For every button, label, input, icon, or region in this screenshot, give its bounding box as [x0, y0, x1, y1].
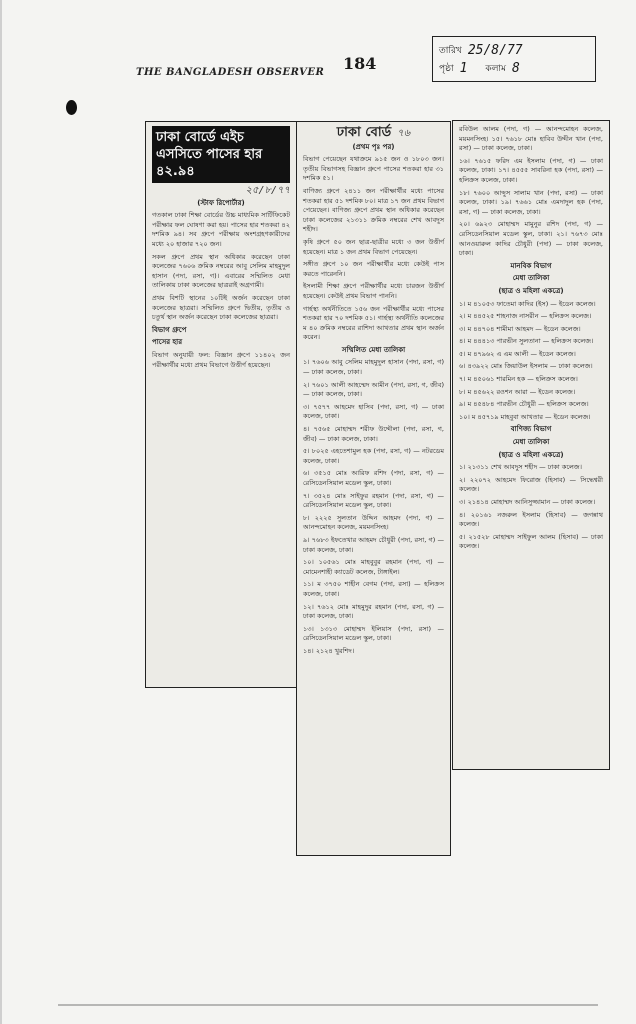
- middle-list-item: ৪। ৭৫৬৫ মোহাম্মদ শরীফ উদ্দৌলা (পদা, রসা, গ, জীব) — ঢাকা কলেজ, ঢাকা।: [303, 425, 444, 443]
- middle-list-item: ৫। ৮০২৫ এহতেশামুল হক (পদা, রসা, গ) — নটরডেম কলেজ, ঢাকা।: [303, 447, 444, 465]
- right-section1-item: ৪। ম ৪৪৪১৩ পারভীন সুলতানা — হলিক্রস কলেজ।: [459, 337, 594, 346]
- right-section1-subtitle: মেধা তালিকা: [512, 274, 550, 283]
- left-section-head-1: বিভাগ গ্রুপে: [152, 325, 187, 334]
- right-section2-title: বাণিজ্য বিভাগ: [510, 425, 552, 434]
- right-section1-item: ৩। ম ৪৪৭০৪ শামীমা আহমদ — ইডেন কলেজ।: [459, 324, 581, 333]
- right-paragraph-2: ১৬। ৭৬১৫ ফরিদ এম ইসলাম (পদা, গ) — ঢাকা কলেজ, ঢাকা। ১৭। ৪৫৫৫ সাবরিনা হক (পদা, রসা) — হলিক্রস কলেজ, ঢাকা।: [459, 156, 603, 184]
- right-section1-item: ১। ম ৪১০৫৩ ফাতেমা কাদির (ইস) — ইডেন কলেজ।: [459, 299, 596, 308]
- middle-paragraph-2: বাণিজ্য গ্রুপে ২৪১১ জন পরীক্ষার্থীর মধ্যে পাসের শতকরা হার ৫১ দশমিক ৮০। মাত্র ১৭ জন প্রথম বিভাগ পেয়েছেন। বাণিজ্য গ্রুপে প্রথম স্থান অধিকার করেছেন ঢাকা কলেজের ২১৩১১ ক্রমিক নম্বরের শেখ আবদুস শহীদ।: [303, 186, 444, 234]
- middle-handnote: ৭৬: [397, 128, 411, 139]
- clipping-left: [145, 121, 297, 688]
- right-section1-item: ৬। ৪৩৯২২ মোঃ জিয়াউল ইসলাম — ঢাকা কলেজ।: [459, 362, 593, 371]
- left-handnote: ২৫/৮/৭৭: [245, 185, 290, 196]
- right-section2-item: ১। ২১৩১১ শেখ আবদুস শহীদ — ঢাকা কলেজ।: [459, 463, 582, 472]
- left-paragraph-2: সকল গ্রুপে প্রথম স্থান অধিকার করেছেন ঢাকা কলেজের ৭৬০৬ ক্রমিক নম্বরের আবু সেলিম মাহমুদুল হাসান (পদা, রসা, গ)। এবারের সম্মিলিত মেধা তালিকায় ঢাকা কলেজের ছাত্ররাই অগ্রগামী।: [152, 252, 290, 290]
- middle-list-item: ৮। ২২২৫ সুলতান উদ্দিন আহমদ (পদা, গ) — আনন্দমোহন কলেজ, ময়মনসিংহ।: [303, 513, 444, 532]
- middle-list-item: ৩। ৭৫৭৭ আহমেদ হাসিব (পদা, রসা, গ) — ঢাকা কলেজ, ঢাকা।: [303, 402, 444, 421]
- publication-title: THE BANGLADESH OBSERVER: [136, 67, 325, 78]
- middle-list-title: সম্মিলিত মেধা তালিকা: [341, 345, 406, 354]
- middle-list-item: ৯। ৭৬৮৩ ইফতেখার আহমদ চৌধুরী (পদা, রসা, গ) — ঢাকা কলেজ, ঢাকা।: [303, 535, 444, 554]
- bottom-scratch-mark: [58, 1004, 598, 1006]
- stamp-page-value: 1: [459, 60, 468, 76]
- right-section2-item: ৪। ২০১৬১ নজরুল ইসলাম (হিসাব) — জগন্নাথ কলেজ।: [459, 510, 603, 529]
- stamp-page-row: [439, 59, 589, 77]
- right-section1-item: ৯। ম ৪৫৪৮৪ পারভীন চৌধুরী — হলিক্রস কলেজ।: [459, 400, 589, 409]
- archive-stamp: [432, 36, 596, 82]
- middle-paragraph-5: ইসলামী শিক্ষা গ্রুপে পরীক্ষার্থীর মধ্যে চারজন উত্তীর্ণ হয়েছেন। কেউই প্রথম বিভাগ পাননি।: [303, 282, 444, 300]
- middle-subline: (প্রথম পৃঃ পর): [352, 142, 395, 151]
- middle-list-item: ২। ৭৬০১ আলী আহম্মেদ আমীন (পদা, রসা, গ, জীব) — ঢাকা কলেজ, ঢাকা।: [303, 380, 444, 399]
- right-section2-subtitle: মেধা তালিকা: [512, 438, 550, 447]
- left-paragraph-1: গতকাল ঢাকা শিক্ষা বোর্ডের উচ্চ মাধ্যমিক সার্টিফিকেট পরীক্ষার ফল ঘোষণা করা হয়। পাসের হার শতকরা ৪২ দশমিক ৯৪। সব গ্রুপে পরীক্ষায় অংশগ্রহণকারীদের মধ্যে ২০ হাজার ৭২০ জন।: [152, 211, 290, 248]
- middle-paragraph-6: গার্হস্থ্য অর্থনীতিতে ১৫৬ জন পরীক্ষার্থীর মধ্যে পাসের শতকরা হার ৭০ দশমিক ৫১। গার্হস্থ্য অর্থনীতি কলেজের ম ৪০ ক্রমিক নম্বরের রাশিদা আখতার প্রথম স্থান অর্জন করেন।: [303, 304, 444, 342]
- right-section1-item: ৮। ম ৪৫৬২২ রওশন আরা — ইডেন কলেজ।: [459, 387, 576, 396]
- right-section1-item: ৭। ম ৪৫০৬১ শারমিন হক — হলিক্রস কলেজ।: [459, 375, 578, 384]
- middle-paragraph-1: বিভাগ পেয়েছেন যথাক্রমে ৯১৫ জন ও ১৮০৩ জন। তৃতীয় বিভাগসহ বিজ্ঞান গ্রুপে পাসের শতকরা হার ৩১ দশমিক ৫১।: [303, 155, 444, 183]
- right-section1-item: ৫। ম ৪৭৯৬২ এ এম আলী — ইডেন কলেজ।: [459, 349, 576, 358]
- middle-list-item: ১১। ম ৩৭৫০ শাহীন বেগম (পদা, রসা) — হলিক্রস কলেজ, ঢাকা।: [303, 580, 444, 598]
- clipping-right: [452, 120, 610, 770]
- right-paragraph-1: রবিউল আলম (পদা, গ) — আনন্দমোহন কলেজ, ময়মনসিংহ। ১৫। ৭৬১৮ মোঃ হাবিব উদ্দীন খান (পদা, রসা) — ঢাকা কলেজ, ঢাকা।: [459, 125, 603, 153]
- middle-list-item: ১৩। ১৩১৩ মোহাম্মদ ইলিয়াস (পদা, রসা) — রেসিডেনসিয়াল মডেল স্কুল, ঢাকা।: [303, 624, 444, 643]
- right-section1-note: (ছাত্র ও মহিলা একত্রে): [498, 286, 564, 295]
- page-number: 184: [343, 54, 377, 73]
- right-section2-item: ৩। ২১৪১৪ মোহাম্মদ আনিসুজ্জামান — ঢাকা কলেজ।: [459, 498, 596, 506]
- right-paragraph-3: ১৮। ৭৬০০ আব্দুস সালাম খান (পদা, রসা) — ঢাকা কলেজ, ঢাকা। ১৯। ৭৬৬১ মোঃ এমদাদুল হক (পদা, রসা, গ) — ঢাকা কলেজ, ঢাকা।: [459, 188, 603, 216]
- right-section1-item: ২। ম ৪৪৫২৫ শাহনাজ নাসরীন — হলিক্রস কলেজ।: [459, 312, 592, 321]
- left-section-head-2: পাসের হার: [152, 338, 183, 347]
- left-paragraph-3: প্রথম বিশটি স্থানের ১০টিই অর্জন করেছেন ঢাকা কলেজের ছাত্ররা। সম্মিলিত গ্রুপে দ্বিতীয়, তৃতীয় ও চতুর্থ স্থান অর্জন করেছেন ঢাকা কলেজের ছাত্ররা।: [152, 293, 290, 322]
- left-headline: ঢাকা বোর্ডে এইচ এসসিতে পাসের হার ৪২.৯৪: [152, 126, 290, 183]
- middle-list-item: ১৪। ২১২৪ খুরশিদ।: [303, 646, 355, 655]
- middle-list-item: ১০। ১০৫৬১ মোঃ মাহবুবুর রহমান (পদা, গ) — মোমেনশাহী ক্যাডেট কলেজ, টাঙ্গাইল।: [303, 558, 444, 576]
- middle-list-item: ৬। ৩৫১৫ মোঃ আরিফ রশিদ (পদা, রসা, গ) — রেসিডেনসিয়াল মডেল স্কুল, ঢাকা।: [303, 469, 444, 487]
- left-byline: (স্টাফ রিপোর্টার): [197, 198, 245, 207]
- middle-list-item: ৭। ৩৫২৪ মোঃ সাইফুর রহমান (পদা, রসা, গ) — রেসিডেনসিয়াল মডেল স্কুল, ঢাকা।: [303, 491, 444, 510]
- stamp-date-value: 25/8/77: [467, 42, 523, 58]
- right-section2-note: (ছাত্র ও মহিলা একত্রে): [498, 450, 564, 459]
- left-paragraph-4: বিভাগ অনুযায়ী ফল: বিজ্ঞান গ্রুপে ১১৪০২ জন পরীক্ষার্থীর মধ্যে প্রথম বিভাগে উত্তীর্ণ হয়েছেন।: [152, 350, 290, 369]
- right-section2-item: ২। ২২০৭২ আহমেদ ফিরোজ (হিসাব) — সিদ্ধেশ্বরী কলেজ।: [459, 475, 603, 494]
- stamp-column-value: 8: [512, 60, 520, 76]
- right-paragraph-4: ২০। ৬৯২৩ মোহাম্মদ মামুনুর রশিদ (পদা, গ) — রেসিডেনসিয়াল মডেল স্কুল, ঢাকা। ২১। ৭৬৭৩ মোঃ আনওয়ারুল কাদির চৌধুরী (পদা) — ঢাকা কলেজ, ঢাকা।: [459, 220, 603, 258]
- middle-paragraph-4: সঙ্গীত গ্রুপে ১০ জন পরীক্ষার্থীর মধ্যে কেউই পাস করতে পারেননি।: [303, 260, 444, 278]
- stamp-column-label: কলাম: [485, 63, 507, 74]
- right-section1-item: ১০। ম ৪৫৭১৯ মাহবুবা আখতার — ইডেন কলেজ।: [459, 412, 591, 421]
- stamp-date-label: তারিখ: [439, 45, 462, 56]
- middle-paragraph-3: কৃষি গ্রুপে ৫০ জন ছাত্র-ছাত্রীর মধ্যে ৩ জন উত্তীর্ণ হয়েছেন। মাত্র ১ জন প্রথম বিভাগ পেয়েছেন।: [303, 237, 444, 256]
- middle-list-item: ১। ৭৬০৬ আবু সেলিম মাহমুদুল হাসান (পদা, রসা, গ) — ঢাকা কলেজ, ঢাকা।: [303, 358, 444, 377]
- right-section2-item: ৫। ২১৫২৮ মোহাম্মদ সাইফুল আলম (হিসাব) — ঢাকা কলেজ।: [459, 532, 603, 551]
- middle-headline: ঢাকা বোর্ড: [336, 125, 392, 140]
- stamp-date-row: [439, 41, 589, 59]
- middle-list-item: ১২। ৭৬১২ মোঃ মাহমুদুর রহমান (পদা, রসা, গ) — ঢাকা কলেজ, ঢাকা।: [303, 602, 444, 621]
- ink-blot: [66, 100, 77, 115]
- stamp-page-label: পৃষ্ঠা: [439, 63, 454, 74]
- right-section1-title: মানবিক বিভাগ: [510, 261, 552, 270]
- clipping-middle: [296, 121, 451, 856]
